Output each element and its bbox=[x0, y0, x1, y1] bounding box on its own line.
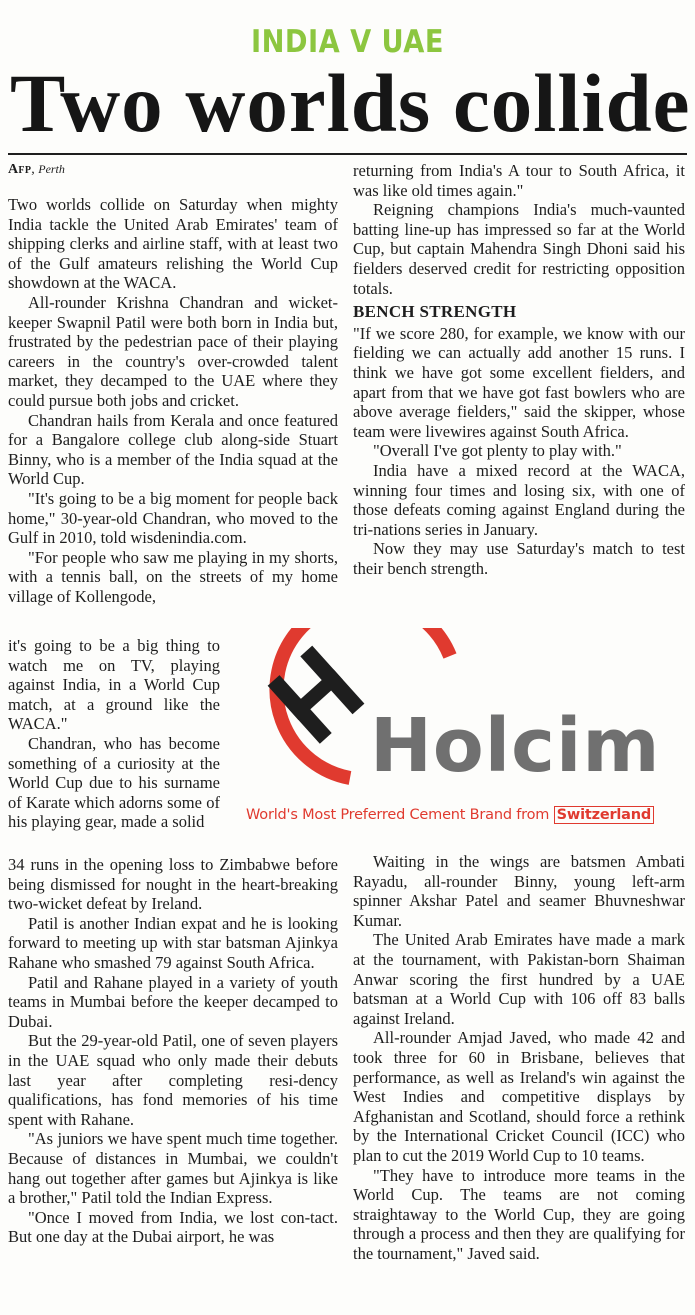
column-2-bottom bbox=[353, 852, 685, 1307]
paragraph: "They have to introduce more teams in the World Cup. The teams are not coming straightaway to the World Cup, they are going through a process and then they are qualifying for the tournament," Javed said. bbox=[353, 1165, 685, 1263]
byline-agency: Afp bbox=[8, 162, 32, 177]
paragraph: Patil and Rahane played in a variety of youth teams in Mumbai before the keeper decamped to Dubai. bbox=[8, 972, 338, 1031]
paragraph: 34 runs in the opening loss to Zimbabwe before being dismissed for nought in the heart-breaking two-wicket defeat by Ireland. bbox=[8, 855, 338, 914]
paragraph: But the 29-year-old Patil, one of seven players in the UAE squad who only made their debuts last year after completing resi-dency qualifications, has fond memories of his time spent with Rahane. bbox=[8, 1031, 338, 1129]
byline-place: Perth bbox=[38, 162, 65, 176]
headline-rule bbox=[8, 153, 687, 155]
column-1-top bbox=[8, 195, 338, 632]
paragraph: All-rounder Amjad Javed, who made 42 and took three for 60 in Brisbane, believes that performance, as well as Ireland's win against the West Indies and competitive displays by Afghanistan and Scotland, should force a rethink by the International Cricket Council (ICC) who plan to cut the 2019 World Cup to 10 teams. bbox=[353, 1028, 685, 1165]
paragraph: "As juniors we have spent much time together. Because of distances in Mumbai, we couldn't hang out together after games but Ajinkya is like a brother," Patil told the Indian Express. bbox=[8, 1129, 338, 1208]
paragraph: returning from India's A tour to South Africa, it was like old times again." bbox=[353, 161, 685, 200]
paragraph: it's going to be a big thing to watch me on TV, playing against India, in a World Cup match, at a ground like the WACA." bbox=[8, 636, 220, 734]
tagline-text: World's Most Preferred Cement Brand from bbox=[246, 807, 550, 823]
paragraph: Now they may use Saturday's match to test their bench strength. bbox=[353, 539, 685, 578]
country-badge: Switzerland bbox=[554, 806, 654, 824]
advert-tagline bbox=[246, 806, 678, 824]
byline: Afp, Perth bbox=[8, 162, 65, 177]
paragraph: Waiting in the wings are batsmen Ambati Rayadu, all-rounder Binny, young left-arm spinner Akshar Patel and seamer Bhuvneshwar Kumar. bbox=[353, 852, 685, 930]
column-2-top bbox=[353, 161, 685, 631]
paragraph: Patil is another Indian expat and he is looking forward to meeting up with star batsman Ajinkya Rahane who smashed 79 against South Africa. bbox=[8, 913, 338, 972]
paragraph: Chandran hails from Kerala and once featured for a Bangalore college club along-side Stuart Binny, who is a member of the India squad at the World Cup. bbox=[8, 410, 338, 489]
column-1-wrap bbox=[8, 636, 220, 858]
column-1-bottom bbox=[8, 855, 338, 1305]
paragraph: "Overall I've got plenty to play with." bbox=[373, 441, 622, 461]
paragraph: The United Arab Emirates have made a mark at the tournament, with Pakistan-born Shaiman Anwar scoring the first hundred by a UAE batsman at a World Cup with 106 off 83 balls against Ireland. bbox=[353, 930, 685, 1028]
paragraph: India have a mixed record at the WACA, winning four times and losing six, with one of those defeats coming against England during the tri-nations series in January. bbox=[353, 460, 685, 539]
section-kicker: INDIA V UAE bbox=[251, 24, 444, 60]
paragraph: "Once I moved from India, we lost con-tact. But one day at the Dubai airport, he was bbox=[8, 1207, 338, 1247]
paragraph: Chandran, who has become something of a curiosity at the World Cup due to his surname of Karate which adorns some of his playing gear, made a solid bbox=[8, 733, 220, 832]
paragraph: "It's going to be a big moment for people back home," 30-year-old Chandran, who moved to the Gulf in 2010, told wisdenindia.com. bbox=[8, 488, 338, 548]
subhead: BENCH STRENGTH bbox=[353, 302, 517, 322]
paragraph: All-rounder Krishna Chandran and wicket-keeper Swapnil Patil were both born in India but, frustrated by the pedestrian pace of their playing careers in the country's over-crowded talent market, they decamped to the UAE where they could pursue both jobs and cricket. bbox=[8, 292, 338, 410]
paragraph: Two worlds collide on Saturday when mighty India tackle the United Arab Emirates' team of shipping clerks and airline staff, with at least two of the Gulf amateurs relishing the World Cup showdown at the WACA. bbox=[8, 195, 338, 293]
paragraph: "If we score 280, for example, we know with our fielding we can actually add another 15 runs. I think we have got some excellent fielders, and apart from that we have got fast bowlers who are above average fielders," said the skipper, whose team were livewires against South Africa. bbox=[353, 323, 685, 441]
paragraph: "For people who saw me playing in my shorts, with a tennis ball, on the streets of my home village of Kollengode, bbox=[8, 547, 338, 606]
headline: Two worlds collide bbox=[10, 57, 691, 149]
holcim-brand-name: Holcim bbox=[370, 703, 661, 789]
paragraph: Reigning champions India's much-vaunted batting line-up has impressed so far at the World Cup, but captain Mahendra Singh Dhoni said his fielders deserved credit for restricting opposition totals. bbox=[353, 200, 685, 298]
holcim-advert[interactable] bbox=[240, 628, 680, 832]
